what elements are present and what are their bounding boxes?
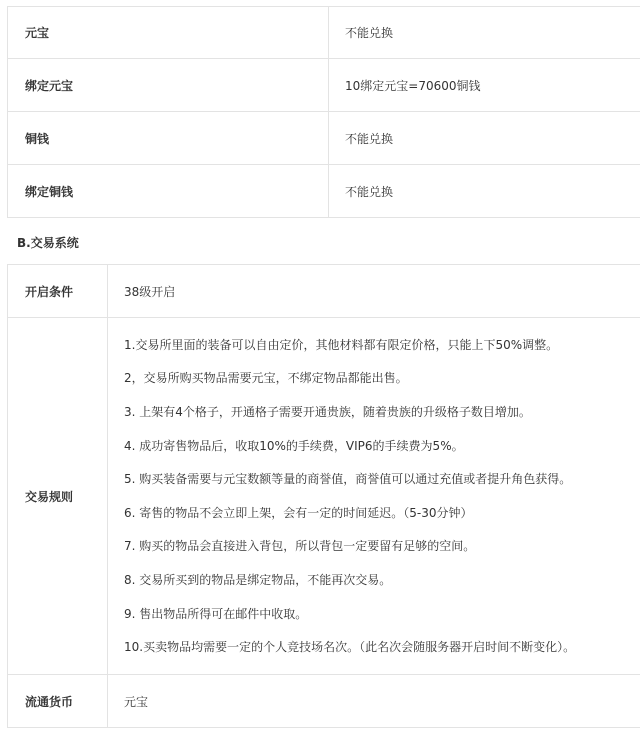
trade-rules-cell <box>108 318 640 675</box>
table-row <box>8 165 640 218</box>
list-item: 5. 购买装备需要与元宝数额等量的商誉值，商誉值可以通过充值或者提升角色获得。 <box>124 472 572 487</box>
list-item: 2，交易所购买物品需要元宝，不绑定物品都能出售。 <box>124 371 408 386</box>
table-row <box>8 675 640 728</box>
currency-name-cell: 绑定元宝 <box>8 59 329 112</box>
list-item: 6. 寄售的物品不会立即上架，会有一定的时间延迟。（5-30分钟） <box>124 505 473 520</box>
trade-rules-label: 交易规则 <box>8 318 108 675</box>
currency-value-cell: 不能兑换 <box>329 7 640 59</box>
list-item: 8. 交易所买到的物品是绑定物品，不能再次交易。 <box>124 572 392 587</box>
currency-exchange-table <box>7 6 640 218</box>
list-item: 10.买卖物品均需要一定的个人竞技场名次。（此名次会随服务器开启时间不断变化）。 <box>124 640 576 655</box>
currency-value-cell: 不能兑换 <box>329 112 640 165</box>
table-row <box>8 112 640 165</box>
table-row <box>8 7 640 59</box>
currency-value-cell: 10绑定元宝=70600铜钱 <box>329 59 640 112</box>
section-title: B.交易系统 <box>17 236 79 250</box>
circulating-currency-value: 元宝 <box>108 675 640 728</box>
table-row <box>8 59 640 112</box>
currency-name-cell: 元宝 <box>8 7 329 59</box>
currency-name-cell: 铜钱 <box>8 112 329 165</box>
open-condition-label: 开启条件 <box>8 265 108 318</box>
table-row <box>8 265 640 318</box>
currency-name-cell: 绑定铜钱 <box>8 165 329 218</box>
trade-rules-list <box>124 335 640 657</box>
list-item: 1.交易所里面的装备可以自由定价，其他材料都有限定价格，只能上下50%调整。 <box>124 337 559 352</box>
currency-value-cell: 不能兑换 <box>329 165 640 218</box>
list-item: 9. 售出物品所得可在邮件中收取。 <box>124 606 308 621</box>
open-condition-value: 38级开启 <box>108 265 640 318</box>
trade-system-table <box>7 264 640 728</box>
list-item: 7. 购买的物品会直接进入背包，所以背包一定要留有足够的空间。 <box>124 539 476 554</box>
circulating-currency-label: 流通货币 <box>8 675 108 728</box>
list-item: 4. 成功寄售物品后，收取10%的手续费，VIP6的手续费为5%。 <box>124 438 464 453</box>
table-row <box>8 318 640 675</box>
list-item: 3. 上架有4个格子，开通格子需要开通贵族，随着贵族的升级格子数目增加。 <box>124 405 531 420</box>
